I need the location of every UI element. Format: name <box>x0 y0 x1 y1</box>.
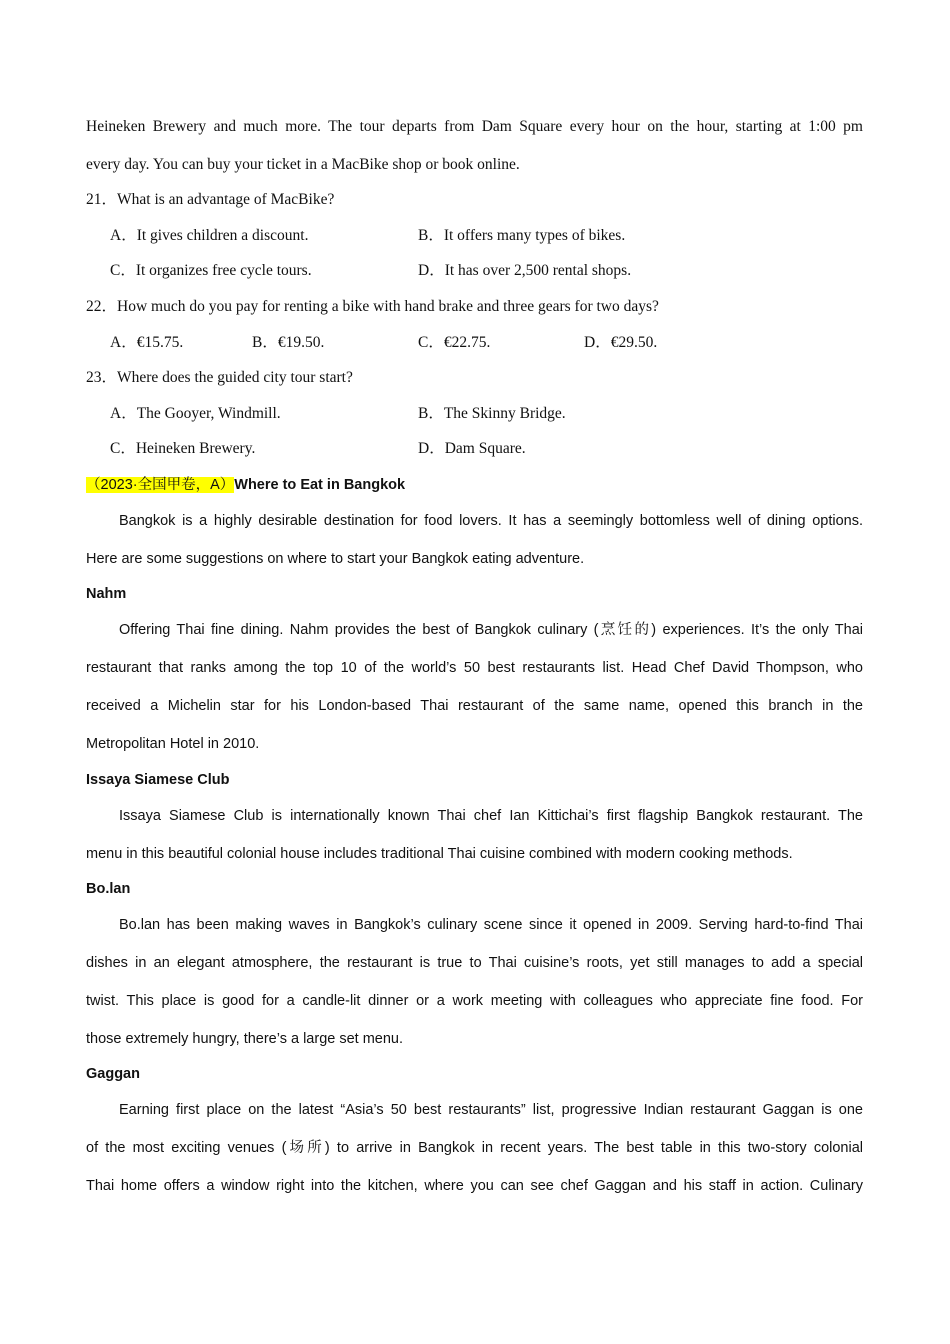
passage-title: Where to Eat in Bangkok <box>234 477 406 493</box>
bolan-line-1: Bo.lan has been making waves in Bangkok’s culinary scene since it opened in 2009. Serving hard-to-find Thai <box>119 917 863 933</box>
question-21-option-b: B．It offers many types of bikes. <box>418 227 626 244</box>
question-22-option-b: B．€19.50. <box>252 334 325 351</box>
question-21-option-d: D．It has over 2,500 rental shops. <box>418 262 632 279</box>
question-23-option-b: B．The Skinny Bridge. <box>418 405 566 422</box>
question-22-option-d: D．€29.50. <box>584 334 658 351</box>
question-21-option-a: A．It gives children a discount. <box>110 227 309 244</box>
gaggan-line-1: Earning first place on the latest “Asia’s 50 best restaurants” list, progressive Indian restaurant Gaggan is one <box>119 1102 863 1118</box>
question-22-stem: 22．How much do you pay for renting a bike with hand brake and three gears for two days? <box>86 298 659 315</box>
question-23-option-c: C．Heineken Brewery. <box>110 440 256 457</box>
question-23-option-a: A．The Gooyer, Windmill. <box>110 405 281 422</box>
section-heading-issaya: Issaya Siamese Club <box>86 772 230 788</box>
nahm-line-4: Metropolitan Hotel in 2010. <box>86 736 260 752</box>
question-22-option-a: A．€15.75. <box>110 334 184 351</box>
source-tag-highlight: （2023·全国甲卷，A） <box>86 477 235 493</box>
issaya-line-2: menu in this beautiful colonial house includes traditional Thai cuisine combined with modern cooking methods. <box>86 846 793 862</box>
question-23-stem: 23．Where does the guided city tour start? <box>86 369 353 386</box>
section-heading-bolan: Bo.lan <box>86 881 131 897</box>
question-23-option-d: D．Dam Square. <box>418 440 526 457</box>
gaggan-line-3: Thai home offers a window right into the kitchen, where you can see chef Gaggan and his staff in action. Culinary <box>86 1178 863 1194</box>
question-21-option-c: C．It organizes free cycle tours. <box>110 262 312 279</box>
nahm-line-1: Offering Thai fine dining. Nahm provides the best of Bangkok culinary (烹饪的) experiences. It’s the only Thai <box>119 622 863 638</box>
nahm-line-2: restaurant that ranks among the top 10 of the world’s 50 best restaurants list. Head Chef David Thompson, who <box>86 660 863 676</box>
intro-continued-line-2: every day. You can buy your ticket in a MacBike shop or book online. <box>86 156 520 173</box>
nahm-line-3: received a Michelin star for his London-based Thai restaurant of the same name, opened this branch in the <box>86 698 863 714</box>
question-21-stem: 21．What is an advantage of MacBike? <box>86 191 335 208</box>
issaya-line-1: Issaya Siamese Club is internationally known Thai chef Ian Kittichai’s first flagship Bangkok restaurant. The <box>119 808 863 824</box>
bolan-line-2: dishes in an elegant atmosphere, the restaurant is true to Thai cuisine’s roots, yet still manages to add a special <box>86 955 863 971</box>
question-22-option-c: C．€22.75. <box>418 334 491 351</box>
bolan-line-4: those extremely hungry, there’s a large set menu. <box>86 1031 404 1047</box>
section-heading-gaggan: Gaggan <box>86 1066 140 1082</box>
bolan-line-3: twist. This place is good for a candle-lit dinner or a work meeting with colleagues who appreciate fine food. For <box>86 993 863 1009</box>
intro-continued-line-1: Heineken Brewery and much more. The tour departs from Dam Square every hour on the hour, starting at 1:00 pm <box>86 118 863 135</box>
section-heading-nahm: Nahm <box>86 586 127 602</box>
passage-title-row <box>86 475 863 495</box>
passage-intro-line-1: Bangkok is a highly desirable destination for food lovers. It has a seemingly bottomless well of dining options. <box>119 513 863 529</box>
passage-intro-line-2: Here are some suggestions on where to start your Bangkok eating adventure. <box>86 551 585 567</box>
gaggan-line-2: of the most exciting venues (场所) to arrive in Bangkok in recent years. The best table in this two-story colonial <box>86 1140 863 1156</box>
